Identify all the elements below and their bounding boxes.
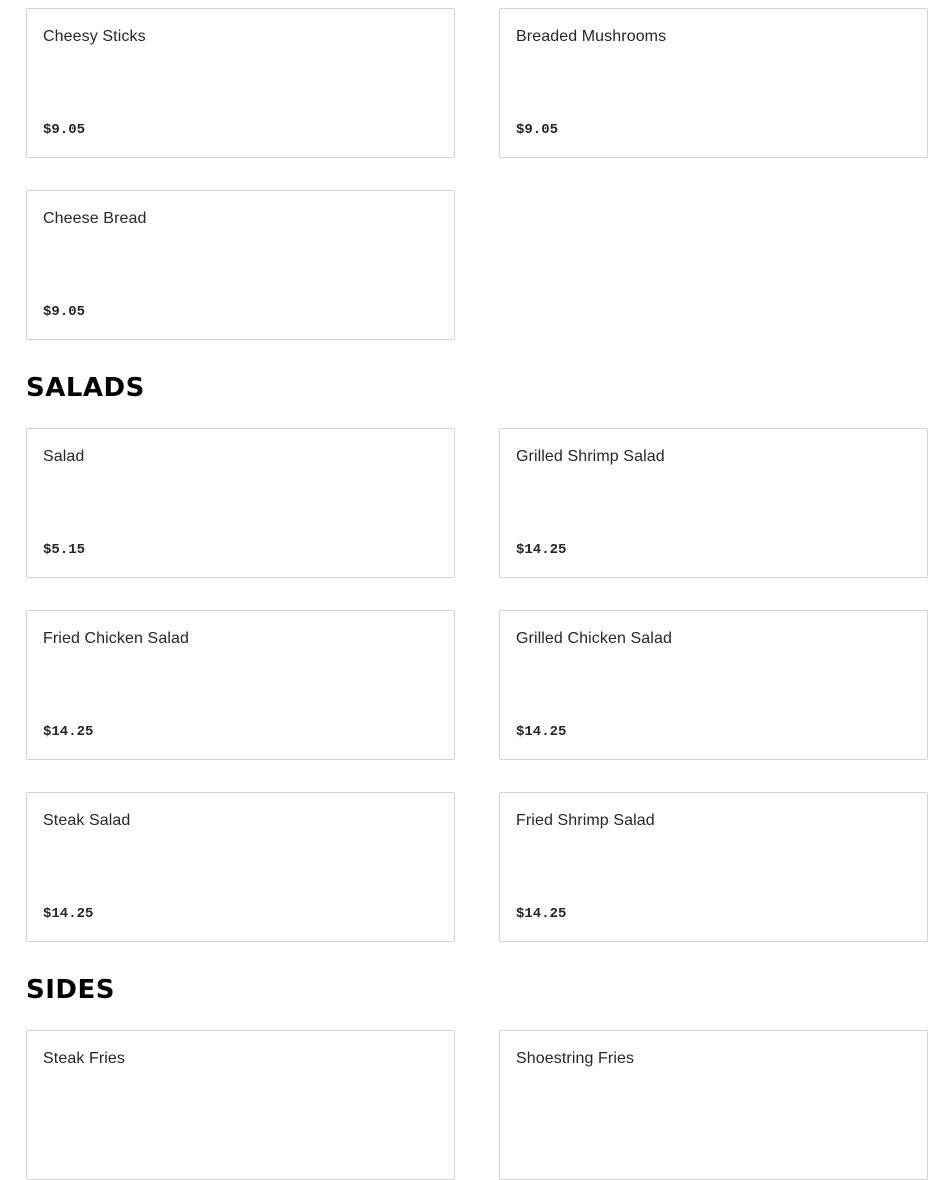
section-title-sides: SIDES [26,975,115,1005]
menu-item-name: Cheesy Sticks [43,28,146,45]
menu-item-card[interactable] [499,8,928,158]
menu-item-name: Fried Shrimp Salad [516,812,655,829]
menu-item-name: Salad [43,448,85,465]
menu-item-price: $14.25 [516,542,567,558]
menu-item-card[interactable] [26,792,455,942]
menu-item-card[interactable] [499,428,928,578]
menu-item-price: $9.05 [43,122,86,138]
menu-item-price: $14.25 [43,724,94,740]
section-title-salads: SALADS [26,373,145,403]
menu-item-price: $14.25 [516,724,567,740]
menu-item-card[interactable] [499,792,928,942]
menu-item-card[interactable] [26,1030,455,1180]
menu-item-name: Grilled Shrimp Salad [516,448,665,465]
menu-item-card[interactable] [26,610,455,760]
salads-grid [26,428,928,942]
menu-item-name: Grilled Chicken Salad [516,630,672,647]
menu-item-price: $5.15 [43,542,86,558]
menu-item-card[interactable] [26,428,455,578]
menu-item-name: Cheese Bread [43,210,147,227]
menu-item-name: Steak Fries [43,1050,126,1067]
menu-item-card[interactable] [26,190,455,340]
menu-item-price: $14.25 [516,906,567,922]
menu-item-price: $14.25 [43,906,94,922]
menu-item-price: $9.05 [43,304,86,320]
menu-item-price: $9.05 [516,122,559,138]
appetizers-grid [26,8,928,340]
menu-item-name: Fried Chicken Salad [43,630,189,647]
menu-item-name: Steak Salad [43,812,131,829]
menu-item-name: Shoestring Fries [516,1050,635,1067]
menu-item-card[interactable] [26,8,455,158]
menu-item-name: Breaded Mushrooms [516,28,667,45]
sides-grid [26,1030,928,1180]
menu-item-card[interactable] [499,610,928,760]
menu-item-card[interactable] [499,1030,928,1180]
